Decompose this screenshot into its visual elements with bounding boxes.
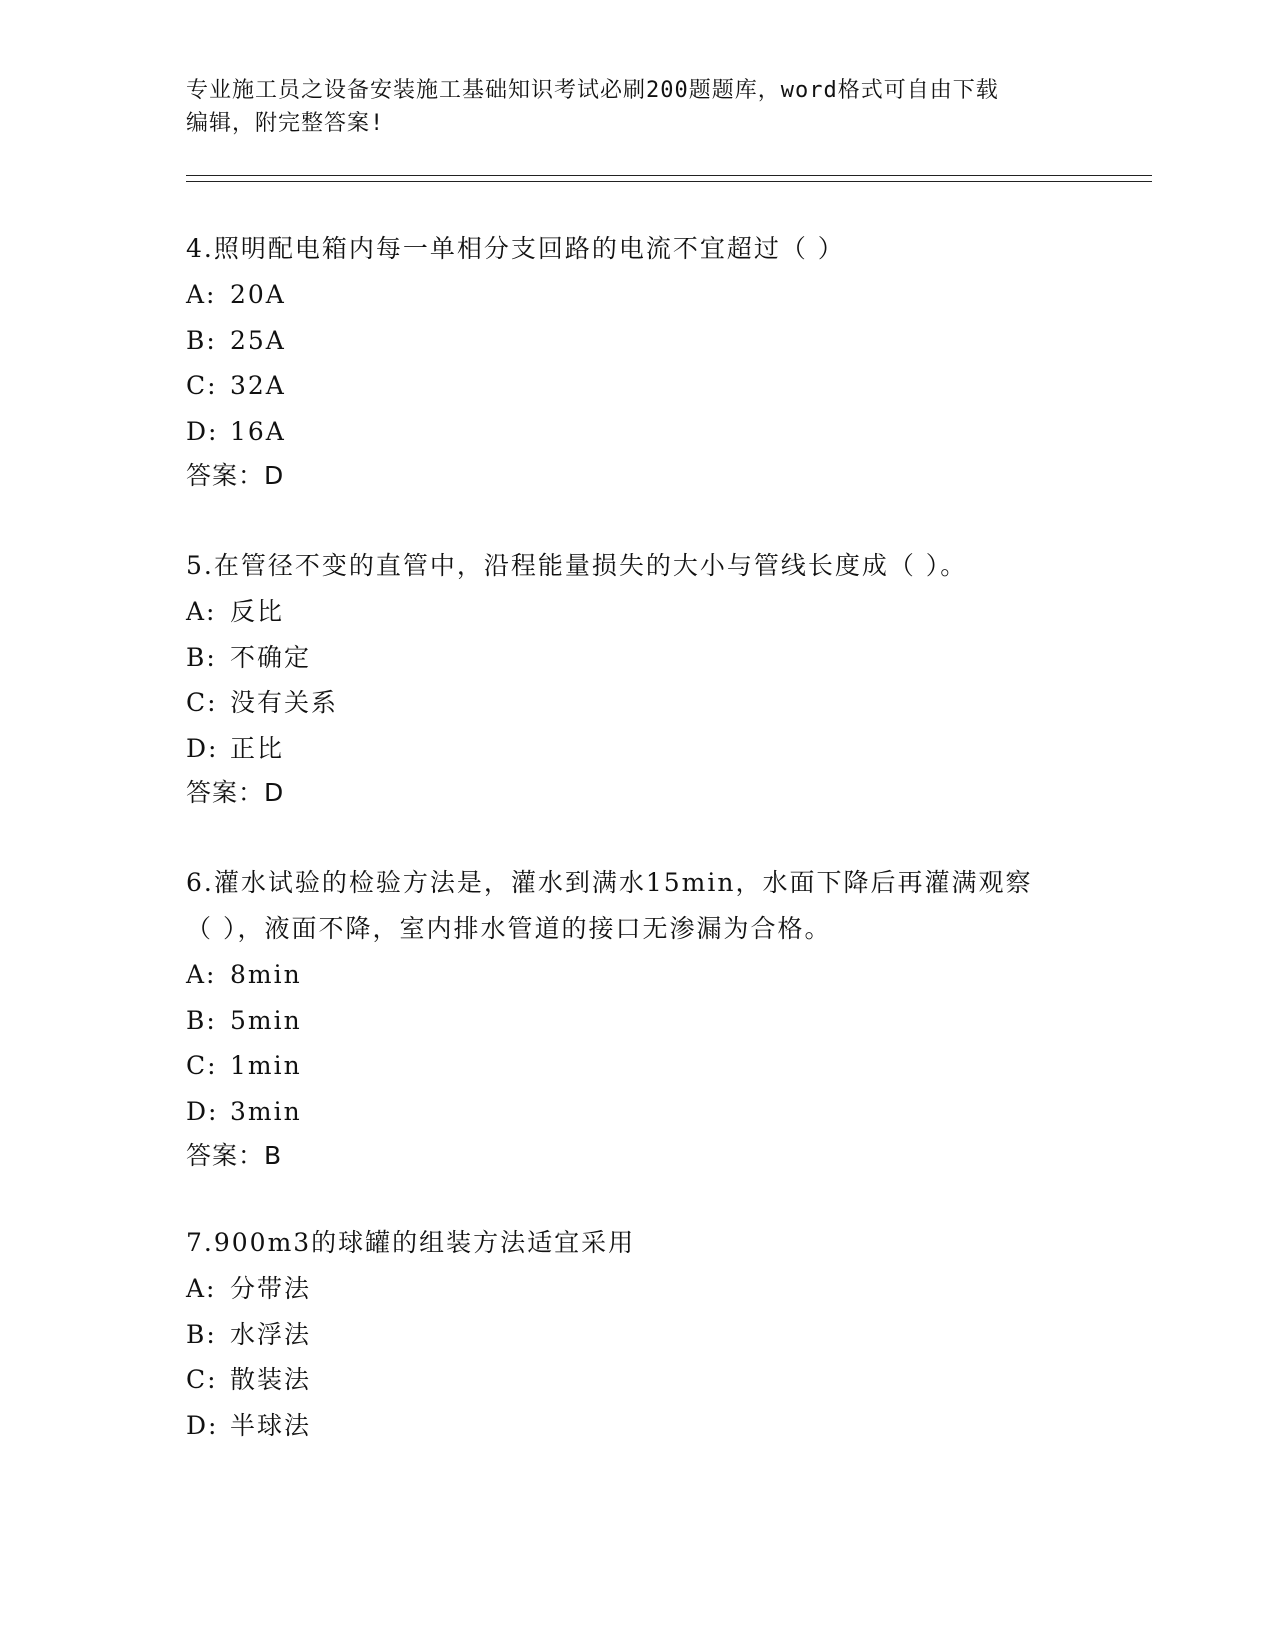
- option-c: [186, 363, 1086, 409]
- question-stem: 5.在管径不变的直管中，沿程能量损失的大小与管线长度成（ ）。: [186, 551, 968, 580]
- option-d: [186, 409, 1086, 455]
- option-letter: B:: [186, 1005, 217, 1035]
- option-a: [186, 589, 1086, 635]
- option-letter: A:: [186, 280, 217, 309]
- option-text: 正比: [230, 733, 285, 763]
- question-stem-line-1: 6.灌水试验的检验方法是，灌水到满水15min，水面下降后再灌满观察: [186, 868, 1033, 897]
- option-d: [186, 726, 1086, 772]
- question-stem: 7.900m3的球罐的组装方法适宜采用: [186, 1228, 636, 1257]
- option-letter: A:: [186, 960, 217, 989]
- option-letter: B:: [186, 1319, 217, 1349]
- option-b: [186, 635, 1086, 681]
- option-text: 没有关系: [230, 688, 339, 717]
- option-letter: D:: [186, 1410, 219, 1440]
- option-a: [186, 952, 1086, 998]
- option-letter: D:: [186, 733, 219, 763]
- question-stem: 4.照明配电箱内每一单相分支回路的电流不宜超过（ ）: [186, 234, 845, 263]
- question-6: [186, 860, 1086, 1178]
- option-text: 半球法: [230, 1410, 312, 1440]
- option-letter: C:: [186, 1051, 218, 1080]
- option-letter: B:: [186, 642, 217, 672]
- answer-label: 答案：D: [186, 461, 285, 490]
- option-c: [186, 1043, 1086, 1089]
- option-text: 散装法: [230, 1365, 312, 1394]
- option-text: 16A: [230, 416, 286, 446]
- option-text: 8min: [230, 960, 302, 989]
- option-text: 32A: [230, 371, 286, 400]
- option-b: [186, 998, 1086, 1044]
- option-c: [186, 680, 1086, 726]
- document-header: [186, 74, 1086, 140]
- option-letter: C:: [186, 1365, 218, 1394]
- option-text: 20A: [230, 280, 286, 309]
- option-b: [186, 318, 1086, 364]
- option-text: 反比: [230, 597, 285, 626]
- question-5: [186, 543, 1086, 815]
- option-text: 3min: [230, 1096, 302, 1126]
- option-letter: D:: [186, 416, 219, 446]
- option-a: [186, 1266, 1086, 1312]
- option-letter: A:: [186, 597, 217, 626]
- answer-label: 答案：D: [186, 778, 285, 807]
- header-line-1: 专业施工员之设备安装施工基础知识考试必刷200题题库，word格式可自由下载: [186, 78, 999, 103]
- option-text: 1min: [230, 1051, 302, 1080]
- option-c: [186, 1357, 1086, 1403]
- option-b: [186, 1312, 1086, 1358]
- option-a: [186, 272, 1086, 318]
- option-text: 5min: [230, 1005, 302, 1035]
- option-letter: D:: [186, 1096, 219, 1126]
- answer-label: 答案：B: [186, 1141, 283, 1170]
- header-divider-bottom: [186, 181, 1152, 182]
- option-d: [186, 1403, 1086, 1449]
- question-stem-line-2: （ ），液面不降，室内排水管道的接口无渗漏为合格。: [186, 914, 832, 943]
- header-divider-top: [186, 175, 1152, 176]
- option-letter: C:: [186, 371, 218, 400]
- option-d: [186, 1089, 1086, 1135]
- option-text: 分带法: [230, 1274, 312, 1303]
- option-letter: B:: [186, 325, 217, 355]
- option-letter: C:: [186, 688, 218, 717]
- option-letter: A:: [186, 1274, 217, 1303]
- option-text: 水浮法: [230, 1319, 312, 1349]
- option-text: 25A: [230, 325, 286, 355]
- option-text: 不确定: [230, 642, 312, 672]
- question-4: [186, 226, 1086, 498]
- header-line-2: 编辑，附完整答案!: [186, 111, 385, 136]
- question-7: [186, 1220, 1086, 1448]
